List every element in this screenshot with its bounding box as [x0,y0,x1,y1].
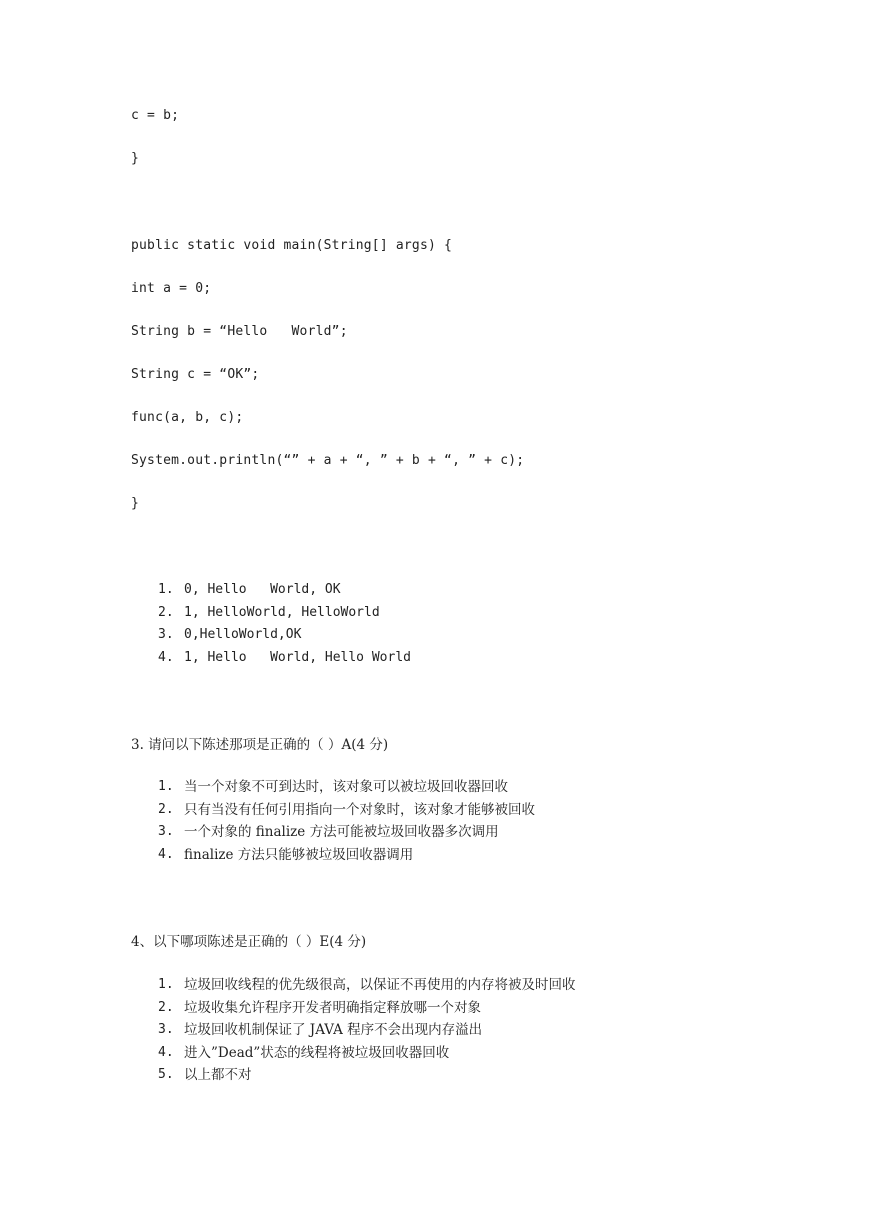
code-line: String b = “Hello World”; [131,324,348,339]
option-number: 2. [158,999,174,1015]
list-item [158,974,576,997]
option-text: 垃圾收集允许程序开发者明确指定释放哪一个对象 [184,999,481,1016]
q4-option-list [158,974,576,1087]
list-item [158,821,535,844]
code-line: int a = 0; [131,281,212,296]
option-text: 0,HelloWorld,OK [184,627,302,642]
option-number: 2. [158,604,174,620]
code-line: } [131,151,140,166]
option-text: finalize 方法只能够被垃圾回收器调用 [184,846,414,863]
question-3-title: 3. 请问以下陈述那项是正确的（ ）A(4 分) [131,737,389,753]
option-text: 垃圾回收线程的优先级很高，以保证不再使用的内存将被及时回收 [184,977,576,993]
option-number: 4. [158,1044,174,1060]
option-text: 垃圾回收机制保证了 JAVA 程序不会出现内存溢出 [184,1022,483,1038]
list-item [158,1019,576,1042]
option-number: 3. [158,1022,174,1037]
option-number: 3. [158,824,174,839]
option-number: 3. [158,627,174,642]
option-number: 5. [158,1067,174,1082]
list-item [158,776,535,799]
option-text: 进入”Dead”状态的线程将被垃圾回收器回收 [184,1044,450,1061]
list-item [158,1042,576,1065]
option-number: 4. [158,649,174,665]
list-item [158,997,576,1020]
list-item [158,844,535,867]
q3-option-list [158,776,535,866]
option-text: 1, HelloWorld, HelloWorld [184,604,380,620]
option-text: 一个对象的 finalize 方法可能被垃圾回收器多次调用 [184,824,499,840]
option-text: 1, Hello World, Hello World [184,649,411,665]
list-item [158,579,411,602]
code-line: c = b; [131,108,180,123]
code-line: func(a, b, c); [131,410,244,425]
code-line: public static void main(String[] args) { [131,238,453,253]
option-text: 以上都不对 [184,1067,252,1083]
option-number: 4. [158,846,174,862]
list-item [158,602,411,625]
question-4-title: 4、以下哪项陈述是正确的（ ）E(4 分) [131,934,367,950]
code-line: System.out.println(“” + a + “, ” + b + “, ” + c); [131,453,525,468]
option-number: 1. [158,582,174,597]
code-line: } [131,496,140,511]
option-number: 1. [158,779,174,794]
option-text: 当一个对象不可到达时，该对象可以被垃圾回收器回收 [184,779,508,795]
list-item [158,647,411,670]
list-item [158,1064,576,1087]
option-text: 0, Hello World, OK [184,582,341,597]
list-item [158,799,535,822]
option-number: 1. [158,977,174,992]
list-item [158,624,411,647]
option-number: 2. [158,801,174,817]
q2-option-list [158,579,411,669]
code-line: String c = “OK”; [131,367,260,382]
option-text: 只有当没有任何引用指向一个对象时，该对象才能够被回收 [184,801,535,818]
